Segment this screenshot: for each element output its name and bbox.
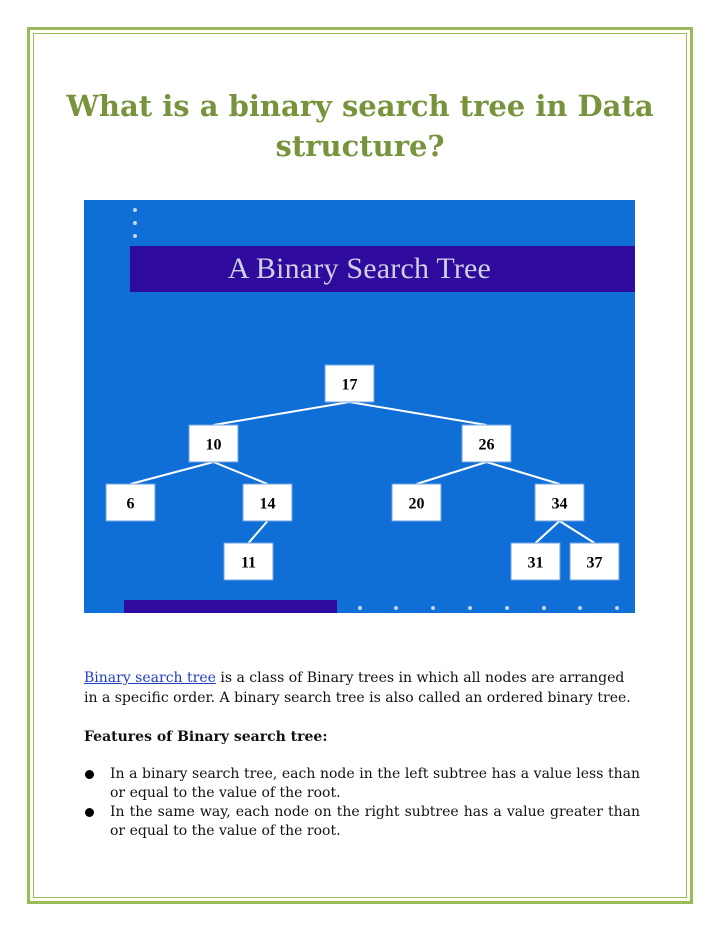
slide-dot: [431, 606, 435, 610]
features-heading: Features of Binary search tree:: [84, 729, 328, 745]
tree-edge: [417, 462, 487, 484]
tree-node-label: 31: [527, 554, 544, 572]
intro-paragraph: [84, 668, 640, 708]
tree-node: [224, 543, 273, 580]
tree-edge: [249, 521, 268, 543]
tree-node: [570, 543, 619, 580]
bullet-icon: [85, 808, 94, 817]
tree-edge: [536, 521, 560, 543]
tree-node-label: 14: [259, 495, 276, 513]
slide-dot: [542, 606, 546, 610]
tree-edge: [350, 402, 487, 425]
feature-text: In the same way, each node on the right subtree has a value greater than or equal to the value of the root.: [110, 804, 640, 839]
tree-nodes: [106, 365, 619, 580]
tree-node-label: 10: [205, 436, 222, 454]
tree-edge: [214, 462, 268, 484]
slide-dot: [505, 606, 509, 610]
page-title: What is a binary search tree in Data structure?: [66, 89, 654, 163]
tree-node-label: 6: [126, 495, 135, 513]
tree-node-label: 37: [586, 554, 603, 572]
tree-node: [189, 425, 238, 462]
tree-node: [462, 425, 511, 462]
slide-dot: [468, 606, 472, 610]
slide-bottom-band: [124, 600, 337, 613]
features-list: [84, 765, 640, 841]
tree-node: [392, 484, 441, 521]
intro-text: is a class of Binary trees in which all nodes are arranged in a specific order. A binary search tree is also called an ordered binary tree.: [84, 670, 631, 706]
tree-edges: [131, 402, 595, 543]
bst-slide-image: [84, 200, 635, 613]
tree-edge: [560, 521, 595, 543]
slide-dot: [578, 606, 582, 610]
tree-node-label: 20: [408, 495, 425, 513]
slide-heading: A Binary Search Tree: [227, 252, 492, 285]
tree-node: [535, 484, 584, 521]
tree-edge: [487, 462, 560, 484]
tree-edge: [131, 462, 214, 484]
bullet-icon: [85, 770, 94, 779]
tree-node: [325, 365, 374, 402]
tree-edge: [214, 402, 350, 425]
slide-dot: [358, 606, 362, 610]
binary-search-tree-link[interactable]: Binary search tree: [84, 670, 216, 686]
list-item: [84, 765, 640, 803]
slide-dot: [394, 606, 398, 610]
tree-node-label: 11: [240, 554, 257, 572]
tree-node-label: 26: [478, 436, 495, 454]
slide-dot: [615, 606, 619, 610]
tree-node-label: 34: [551, 495, 568, 513]
tree-node: [106, 484, 155, 521]
list-item: [84, 803, 640, 841]
tree-node: [511, 543, 560, 580]
bst-diagram: [84, 200, 635, 613]
feature-text: In a binary search tree, each node in the left subtree has a value less than or equal to the value of the root.: [110, 766, 640, 801]
tree-node: [243, 484, 292, 521]
tree-node-label: 17: [341, 376, 358, 394]
